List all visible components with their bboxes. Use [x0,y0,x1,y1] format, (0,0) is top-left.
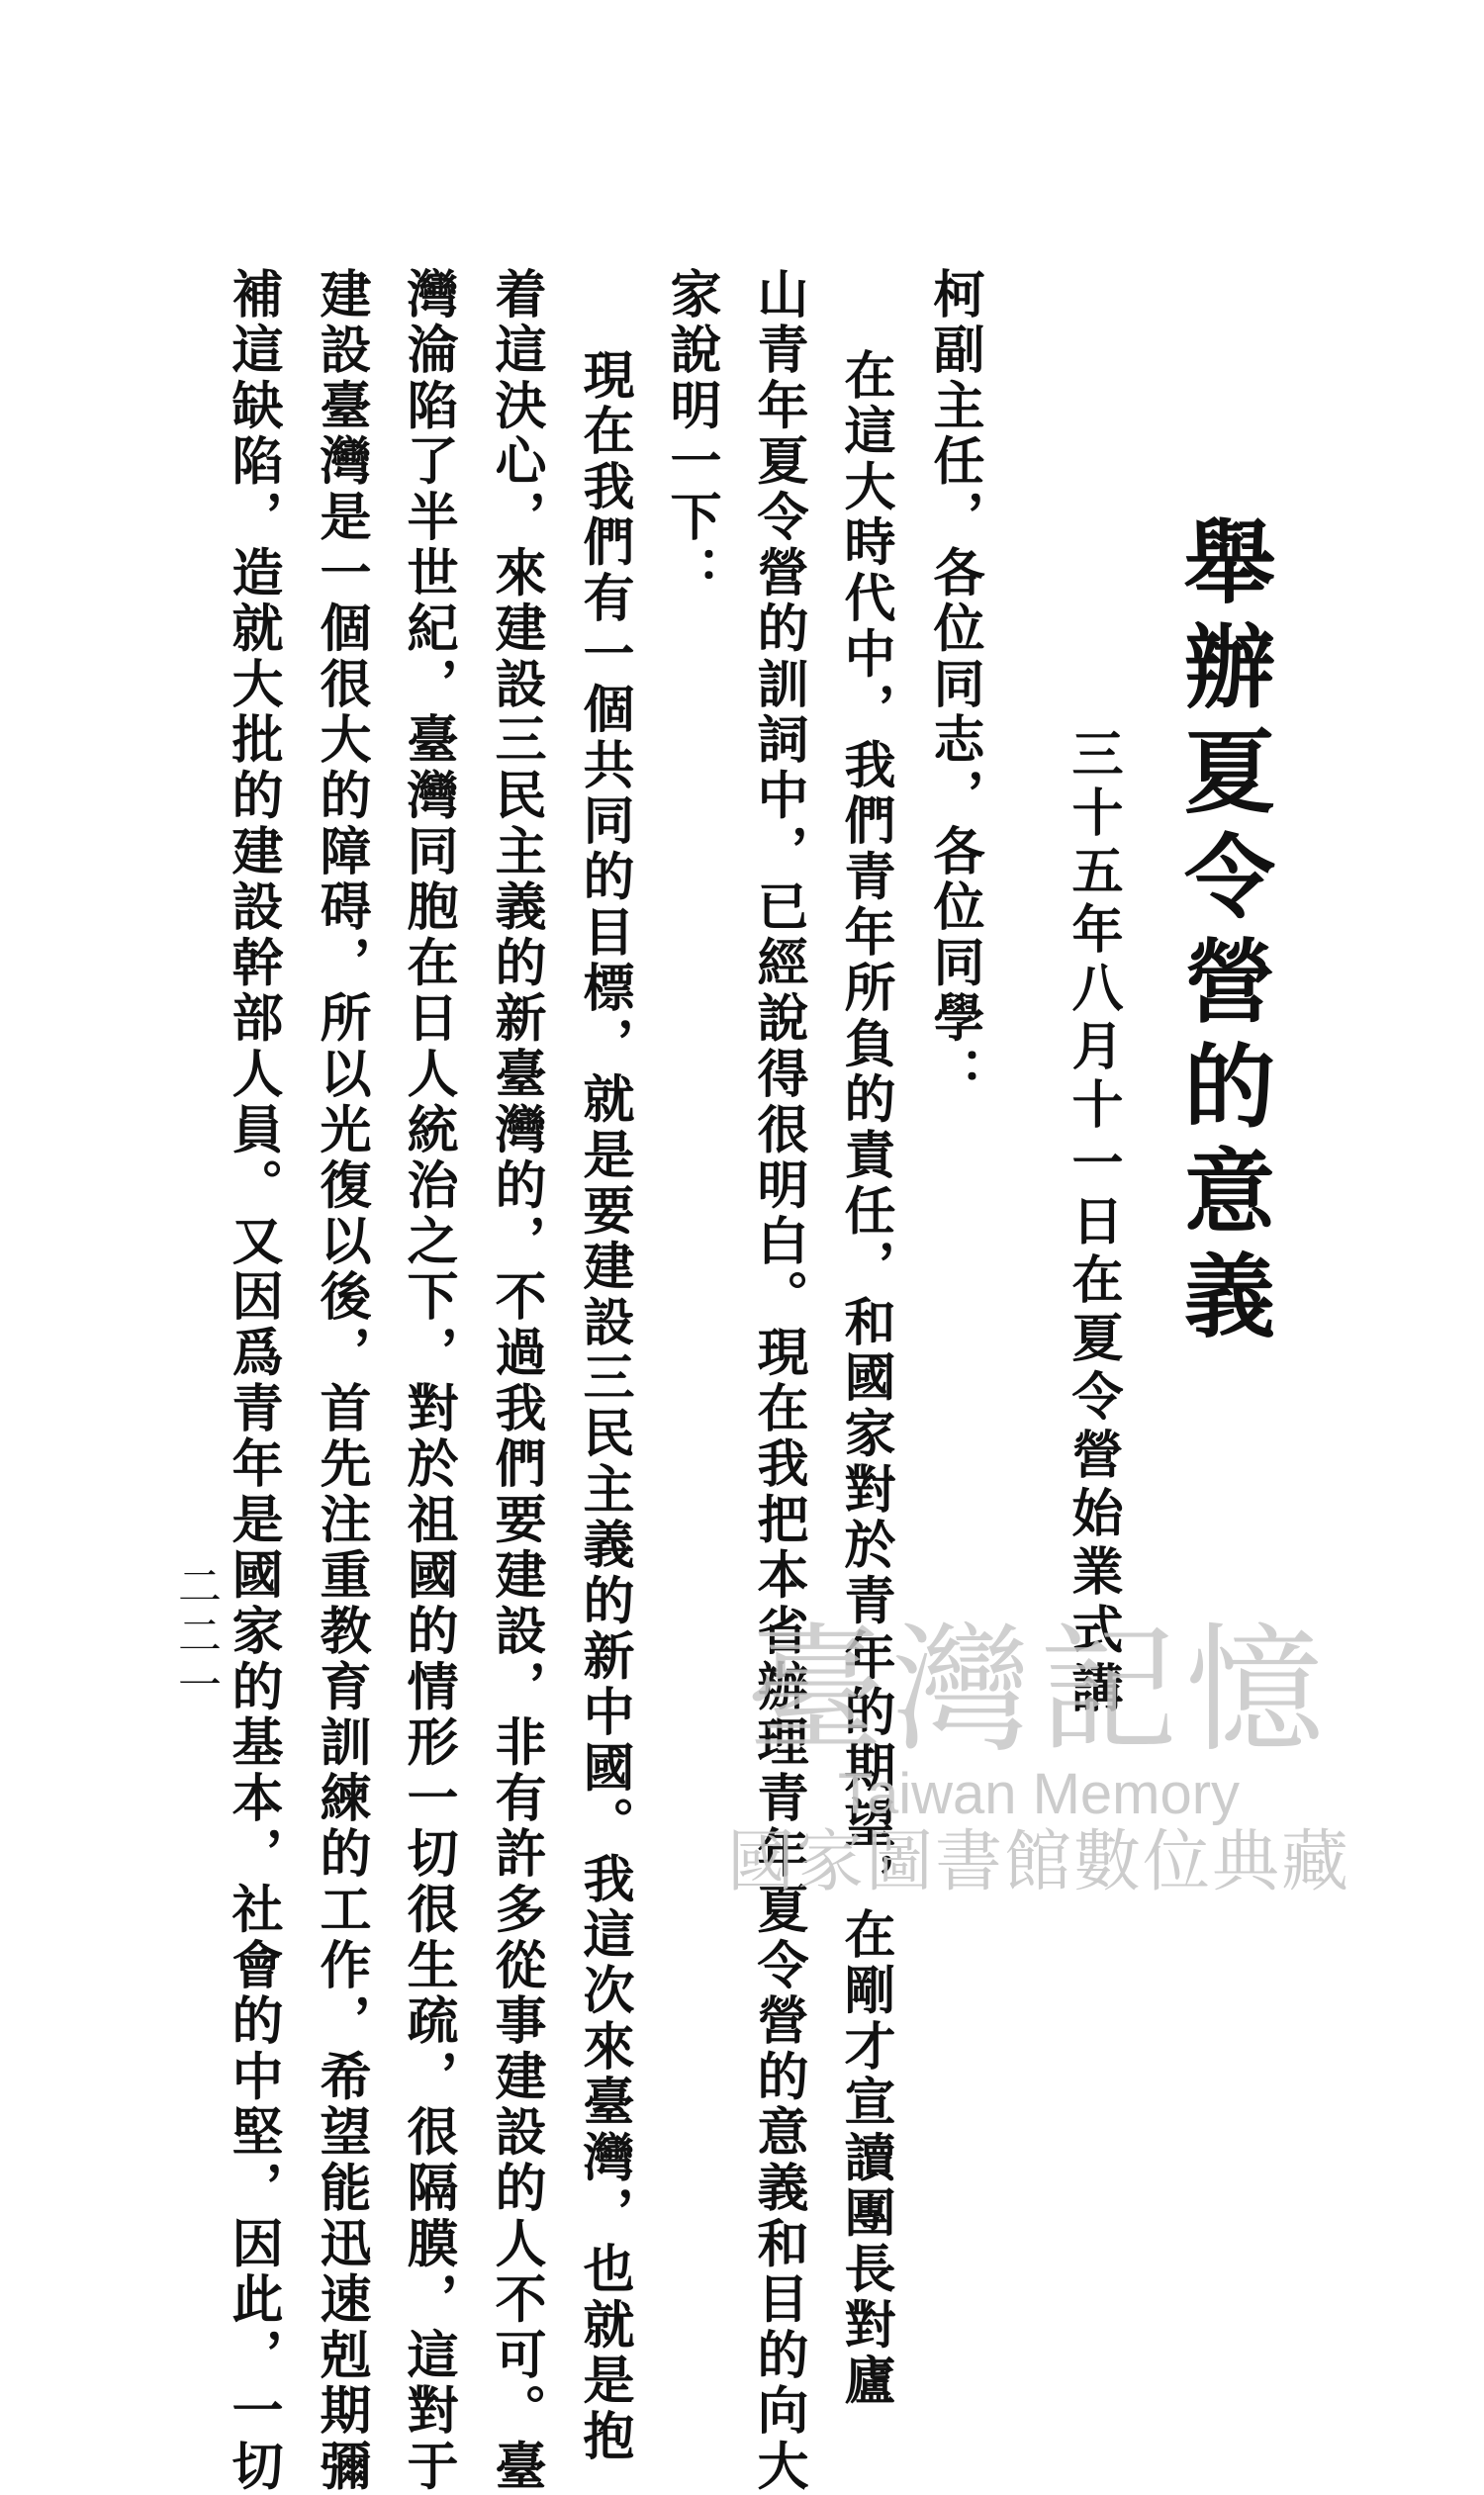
salutation-line: 柯副主任，各位同志，各位同學： [924,267,984,1103]
paragraph-line: 灣淪陷了半世紀，臺灣同胞在日人統治之下，對於祖國的情形一切很生疏，很隔膜，這對于 [398,267,458,2495]
page-number: 二二一 [170,1563,221,1711]
watermark-org: 國家圖書館數位典藏 [726,1822,1350,1901]
paragraph-line: 家說明一下： [661,267,721,601]
speech-date-subtitle: 三十五年八月十一日在夏令營始業式講 [1063,727,1123,1719]
paragraph-line: 着這決心，來建設三民主義的新臺灣的，不過我們要建設，非有許多從事建設的人不可。臺 [486,267,546,2495]
watermark-english: Taiwan Memory [837,1762,1241,1826]
paragraph-line: 現在我們有一個共同的目標，就是要建設三民主義的新中國。我這次來臺灣，也就是抱 [574,348,634,2465]
watermark-brand: 臺灣記憶 [745,1611,1332,1772]
paragraph-line: 建設臺灣是一個很大的障碍，所以光復以後，首先注重教育訓練的工作，希望能迅速剋期彌 [311,267,371,2495]
paragraph-line: 補這缺陷，造就大批的建設幹部人員。又因爲青年是國家的基本，社會的中堅，因此，一切 [223,267,283,2495]
paragraph-line: 山青年夏令營的訓詞中，已經說得很明白。現在我把本省辦理青年夏令營的意義和目的向大 [748,267,808,2495]
page-title: 舉辦夏令營的意義 [1169,514,1276,1353]
paragraph-line: 在這大時代中，我們青年所負的責任，和國家對於青年的期望，在剛才宣讀團長對廬 [835,348,895,2410]
